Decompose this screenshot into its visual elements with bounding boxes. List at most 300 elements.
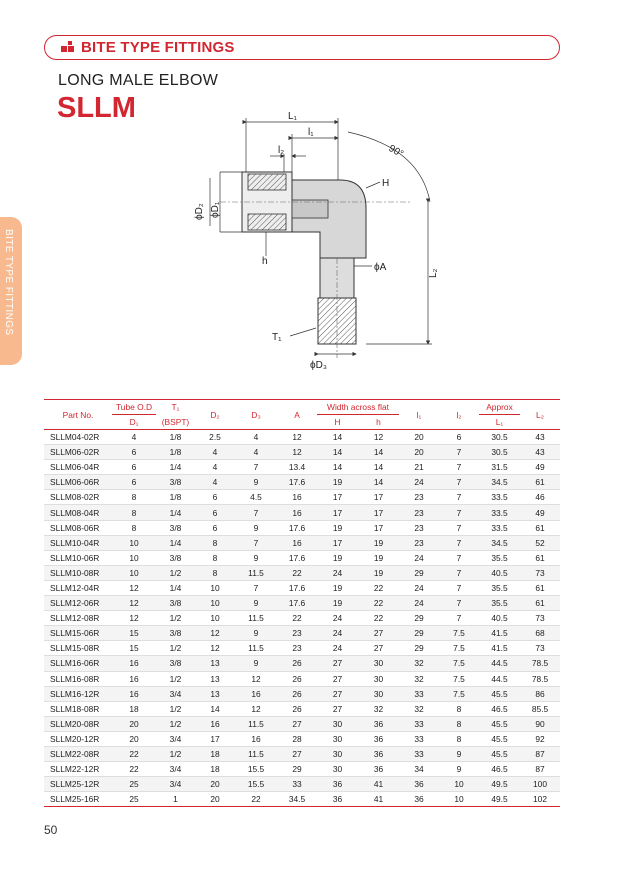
table-cell: 23 [277,626,317,641]
table-cell: 13 [195,686,235,701]
table-cell: 11.5 [235,641,277,656]
header-d3: D₃ [251,409,261,420]
table-cell: 24 [399,580,439,595]
table-cell: 19 [358,565,399,580]
table-cell: 41 [358,792,399,807]
table-cell: 1/2 [156,565,195,580]
table-cell: 24 [399,550,439,565]
table-cell: 1/4 [156,460,195,475]
table-cell: 9 [439,746,479,761]
table-cell: 30 [317,731,358,746]
table-cell: 7 [439,535,479,550]
table-row [44,490,560,505]
table-cell: 20 [399,430,439,445]
table-cell: 8 [195,535,235,550]
table-cell: 9 [235,596,277,611]
svg-text:l₂: l₂ [278,145,285,156]
table-cell: 16 [112,686,156,701]
table-cell: 22 [358,596,399,611]
part-number-cell: SLLM15-08R [44,641,112,656]
table-cell: 34.5 [277,792,317,807]
table-row [44,430,560,445]
table-cell: 7.5 [439,641,479,656]
table-cell: 36 [358,746,399,761]
table-row [44,565,560,580]
table-cell: 18 [195,762,235,777]
table-cell: 8 [439,716,479,731]
table-row [44,460,560,475]
table-cell: 43 [520,445,560,460]
squares-icon [61,41,75,53]
table-cell: 8 [439,701,479,716]
table-cell: 17 [317,535,358,550]
header-L1: L₁ [495,417,504,427]
table-cell: 40.5 [479,565,520,580]
table-cell: 32 [358,701,399,716]
table-cell: 92 [520,731,560,746]
table-cell: 9 [439,762,479,777]
table-cell: 30 [317,762,358,777]
table-cell: 14 [358,445,399,460]
table-cell: 8 [195,550,235,565]
table-cell: 19 [358,550,399,565]
table-cell: 90 [520,716,560,731]
table-cell: 12 [277,430,317,445]
table-row [44,505,560,520]
table-cell: 16 [235,731,277,746]
table-cell: 3/8 [156,596,195,611]
table-row [44,671,560,686]
part-number-cell: SLLM08-04R [44,505,112,520]
table-cell: 29 [399,611,439,626]
table-row [44,731,560,746]
dimension-labels [194,111,439,371]
table-cell: 73 [520,611,560,626]
table-cell: 4.5 [235,490,277,505]
table-cell: 17.6 [277,596,317,611]
section-banner [44,35,560,60]
table-cell: 17.6 [277,520,317,535]
header-a: A [294,409,300,420]
table-cell: 3/8 [156,520,195,535]
part-number-cell: SLLM15-06R [44,626,112,641]
table-cell: 13 [195,656,235,671]
header-d1: D₁ [129,417,139,427]
table-cell: 30 [317,746,358,761]
table-cell: 33 [399,686,439,701]
table-cell: 12 [358,430,399,445]
table-cell: 85.5 [520,701,560,716]
header-d2: D₂ [210,409,220,420]
table-cell: 19 [358,535,399,550]
table-row [44,686,560,701]
table-cell: 9 [235,520,277,535]
table-cell: 100 [520,777,560,792]
side-tab [0,217,22,365]
table-cell: 30.5 [479,445,520,460]
table-cell: 10 [195,596,235,611]
table-cell: 7 [235,505,277,520]
table-cell: 4 [195,445,235,460]
table-cell: 17 [358,490,399,505]
spec-table-body [44,430,560,807]
part-number-cell: SLLM10-06R [44,550,112,565]
table-cell: 41.5 [479,641,520,656]
part-number-cell: SLLM06-06R [44,475,112,490]
table-cell: 22 [358,611,399,626]
table-cell: 10 [112,565,156,580]
table-cell: 1/2 [156,641,195,656]
table-cell: 9 [235,626,277,641]
side-tab-label: BITE TYPE FITTINGS [3,229,14,336]
table-cell: 22 [112,746,156,761]
table-cell: 1/2 [156,611,195,626]
table-cell: 61 [520,475,560,490]
header-tube-od: Tube O.D [112,400,156,415]
table-cell: 12 [235,671,277,686]
table-cell: 52 [520,535,560,550]
table-cell: 24 [317,565,358,580]
table-cell: 25 [112,777,156,792]
part-number-cell: SLLM12-08R [44,611,112,626]
table-cell: 102 [520,792,560,807]
table-cell: 45.5 [479,716,520,731]
table-cell: 24 [399,596,439,611]
table-cell: 41.5 [479,626,520,641]
table-cell: 30 [358,671,399,686]
table-cell: 24 [399,475,439,490]
table-cell: 9 [235,550,277,565]
table-cell: 61 [520,580,560,595]
table-cell: 34.5 [479,535,520,550]
table-cell: 36 [317,777,358,792]
table-cell: 7 [235,580,277,595]
table-cell: 6 [195,490,235,505]
table-row [44,716,560,731]
table-row [44,520,560,535]
table-cell: 20 [195,777,235,792]
table-cell: 3/4 [156,777,195,792]
table-cell: 33.5 [479,505,520,520]
table-cell: 87 [520,762,560,777]
table-cell: 34 [399,762,439,777]
table-cell: 2.5 [195,430,235,445]
table-cell: 14 [358,460,399,475]
svg-text:L₁: L₁ [288,111,297,122]
table-cell: 7 [439,596,479,611]
table-cell: 3/4 [156,731,195,746]
table-cell: 17 [317,490,358,505]
table-cell: 11.5 [235,746,277,761]
table-cell: 14 [195,701,235,716]
svg-text:ϕD₃: ϕD₃ [310,360,327,371]
table-row [44,641,560,656]
table-cell: 25 [112,792,156,807]
table-cell: 33 [277,777,317,792]
table-cell: 61 [520,596,560,611]
table-cell: 20 [112,716,156,731]
part-number-cell: SLLM20-12R [44,731,112,746]
svg-text:ϕD₂: ϕD₂ [194,203,205,220]
table-cell: 7 [439,565,479,580]
svg-text:H: H [382,178,390,189]
table-cell: 7 [439,475,479,490]
header-l2-small: l₂ [456,409,462,420]
part-number-cell: SLLM06-04R [44,460,112,475]
table-cell: 17.6 [277,550,317,565]
table-cell: 22 [277,611,317,626]
part-number-cell: SLLM06-02R [44,445,112,460]
table-cell: 28 [277,731,317,746]
table-cell: 7.5 [439,686,479,701]
table-cell: 49 [520,460,560,475]
table-cell: 10 [195,580,235,595]
header-L2: L₂ [536,409,544,420]
table-cell: 15.5 [235,777,277,792]
table-row [44,777,560,792]
table-cell: 73 [520,565,560,580]
table-row [44,792,560,807]
table-cell: 32 [399,656,439,671]
table-cell: 31.5 [479,460,520,475]
header-h: h [376,417,381,427]
table-cell: 22 [277,565,317,580]
table-cell: 14 [358,475,399,490]
table-cell: 6 [112,445,156,460]
table-cell: 19 [317,475,358,490]
table-cell: 13.4 [277,460,317,475]
table-cell: 1 [156,792,195,807]
table-cell: 23 [399,535,439,550]
table-cell: 4 [195,475,235,490]
table-cell: 7 [439,445,479,460]
table-cell: 16 [112,656,156,671]
table-cell: 16 [277,490,317,505]
table-cell: 10 [195,611,235,626]
table-cell: 15 [112,626,156,641]
table-cell: 27 [317,671,358,686]
header-bspt: (BSPT) [161,416,190,427]
table-cell: 46.5 [479,701,520,716]
table-cell: 46.5 [479,762,520,777]
table-row [44,701,560,716]
svg-text:90°: 90° [386,143,406,161]
table-cell: 61 [520,520,560,535]
table-cell: 44.5 [479,671,520,686]
table-cell: 29 [399,641,439,656]
part-number-cell: SLLM22-12R [44,762,112,777]
table-cell: 17.6 [277,580,317,595]
table-row [44,596,560,611]
svg-text:L₂: L₂ [428,268,439,278]
table-cell: 20 [112,731,156,746]
table-cell: 36 [358,716,399,731]
page-number: 50 [44,823,58,837]
table-cell: 30 [358,686,399,701]
table-row [44,626,560,641]
svg-text:ϕA: ϕA [374,262,387,273]
table-cell: 3/8 [156,656,195,671]
table-row [44,762,560,777]
table-cell: 11.5 [235,565,277,580]
table-cell: 7 [235,535,277,550]
table-cell: 32 [399,701,439,716]
table-row [44,611,560,626]
header-H: H [334,417,341,427]
table-cell: 68 [520,626,560,641]
table-cell: 8 [195,565,235,580]
table-cell: 6 [195,505,235,520]
table-cell: 86 [520,686,560,701]
table-cell: 29 [277,762,317,777]
table-cell: 1/2 [156,671,195,686]
table-cell: 30 [317,716,358,731]
table-cell: 17.6 [277,475,317,490]
table-cell: 1/4 [156,535,195,550]
header-l1-small: l₁ [416,409,422,420]
table-cell: 45.5 [479,686,520,701]
table-cell: 4 [112,430,156,445]
table-cell: 1/4 [156,505,195,520]
table-cell: 10 [112,550,156,565]
table-cell: 7 [439,550,479,565]
table-cell: 6 [195,520,235,535]
table-cell: 35.5 [479,550,520,565]
table-cell: 15 [112,641,156,656]
table-cell: 44.5 [479,656,520,671]
table-cell: 19 [317,596,358,611]
table-cell: 26 [277,686,317,701]
part-number-cell: SLLM08-06R [44,520,112,535]
table-cell: 11.5 [235,611,277,626]
table-cell: 6 [439,430,479,445]
table-cell: 78.5 [520,656,560,671]
table-cell: 34.5 [479,475,520,490]
table-cell: 16 [235,686,277,701]
table-cell: 23 [399,490,439,505]
table-cell: 30 [358,656,399,671]
table-cell: 19 [317,520,358,535]
part-number-cell: SLLM10-04R [44,535,112,550]
table-row [44,656,560,671]
part-number-cell: SLLM12-06R [44,596,112,611]
table-cell: 21 [399,460,439,475]
table-row [44,550,560,565]
table-cell: 7.5 [439,656,479,671]
table-cell: 33.5 [479,520,520,535]
table-cell: 26 [277,701,317,716]
product-code: SLLM [57,92,136,124]
part-number-cell: SLLM16-12R [44,686,112,701]
svg-text:T₁: T₁ [272,332,282,343]
table-cell: 16 [277,505,317,520]
table-cell: 1/2 [156,716,195,731]
table-cell: 43 [520,430,560,445]
table-cell: 7 [439,580,479,595]
table-cell: 23 [399,505,439,520]
part-number-cell: SLLM04-02R [44,430,112,445]
table-cell: 33 [399,746,439,761]
part-number-cell: SLLM25-12R [44,777,112,792]
table-cell: 17 [358,505,399,520]
svg-text:h: h [262,256,268,267]
table-cell: 49 [520,505,560,520]
part-number-cell: SLLM20-08R [44,716,112,731]
table-cell: 14 [317,445,358,460]
table-cell: 10 [439,792,479,807]
table-cell: 24 [317,611,358,626]
table-cell: 49.5 [479,777,520,792]
table-cell: 19 [317,580,358,595]
table-cell: 6 [112,460,156,475]
table-cell: 8 [112,505,156,520]
table-cell: 16 [195,716,235,731]
table-cell: 27 [317,701,358,716]
table-cell: 4 [235,445,277,460]
table-cell: 7 [439,460,479,475]
table-cell: 49.5 [479,792,520,807]
table-cell: 22 [358,580,399,595]
table-cell: 1/8 [156,490,195,505]
table-cell: 17 [195,731,235,746]
table-row [44,445,560,460]
table-cell: 36 [358,762,399,777]
table-cell: 33.5 [479,490,520,505]
table-cell: 16 [277,535,317,550]
table-cell: 12 [195,626,235,641]
table-cell: 20 [195,792,235,807]
table-cell: 18 [112,701,156,716]
table-cell: 19 [317,550,358,565]
table-cell: 1/2 [156,701,195,716]
table-cell: 3/8 [156,626,195,641]
table-cell: 13 [195,671,235,686]
table-cell: 27 [358,641,399,656]
table-cell: 4 [195,460,235,475]
part-number-cell: SLLM08-02R [44,490,112,505]
table-cell: 27 [317,656,358,671]
table-cell: 87 [520,746,560,761]
table-cell: 10 [112,535,156,550]
table-cell: 4 [235,430,277,445]
table-cell: 17 [358,520,399,535]
part-number-cell: SLLM16-08R [44,671,112,686]
table-row [44,580,560,595]
product-subtitle: LONG MALE ELBOW [58,72,219,89]
table-cell: 11.5 [235,716,277,731]
spec-table [44,399,560,807]
table-cell: 7 [439,520,479,535]
table-cell: 45.5 [479,731,520,746]
header-part-no: Part No. [62,409,94,420]
table-cell: 8 [439,731,479,746]
table-cell: 7 [439,505,479,520]
table-cell: 35.5 [479,596,520,611]
table-cell: 30.5 [479,430,520,445]
table-cell: 12 [277,445,317,460]
table-cell: 35.5 [479,580,520,595]
table-cell: 1/4 [156,580,195,595]
table-cell: 26 [277,671,317,686]
table-cell: 3/8 [156,475,195,490]
table-cell: 40.5 [479,611,520,626]
table-cell: 36 [399,777,439,792]
table-cell: 6 [112,475,156,490]
table-cell: 45.5 [479,746,520,761]
table-cell: 18 [195,746,235,761]
banner-title: BITE TYPE FITTINGS [81,39,235,56]
table-cell: 1/8 [156,445,195,460]
